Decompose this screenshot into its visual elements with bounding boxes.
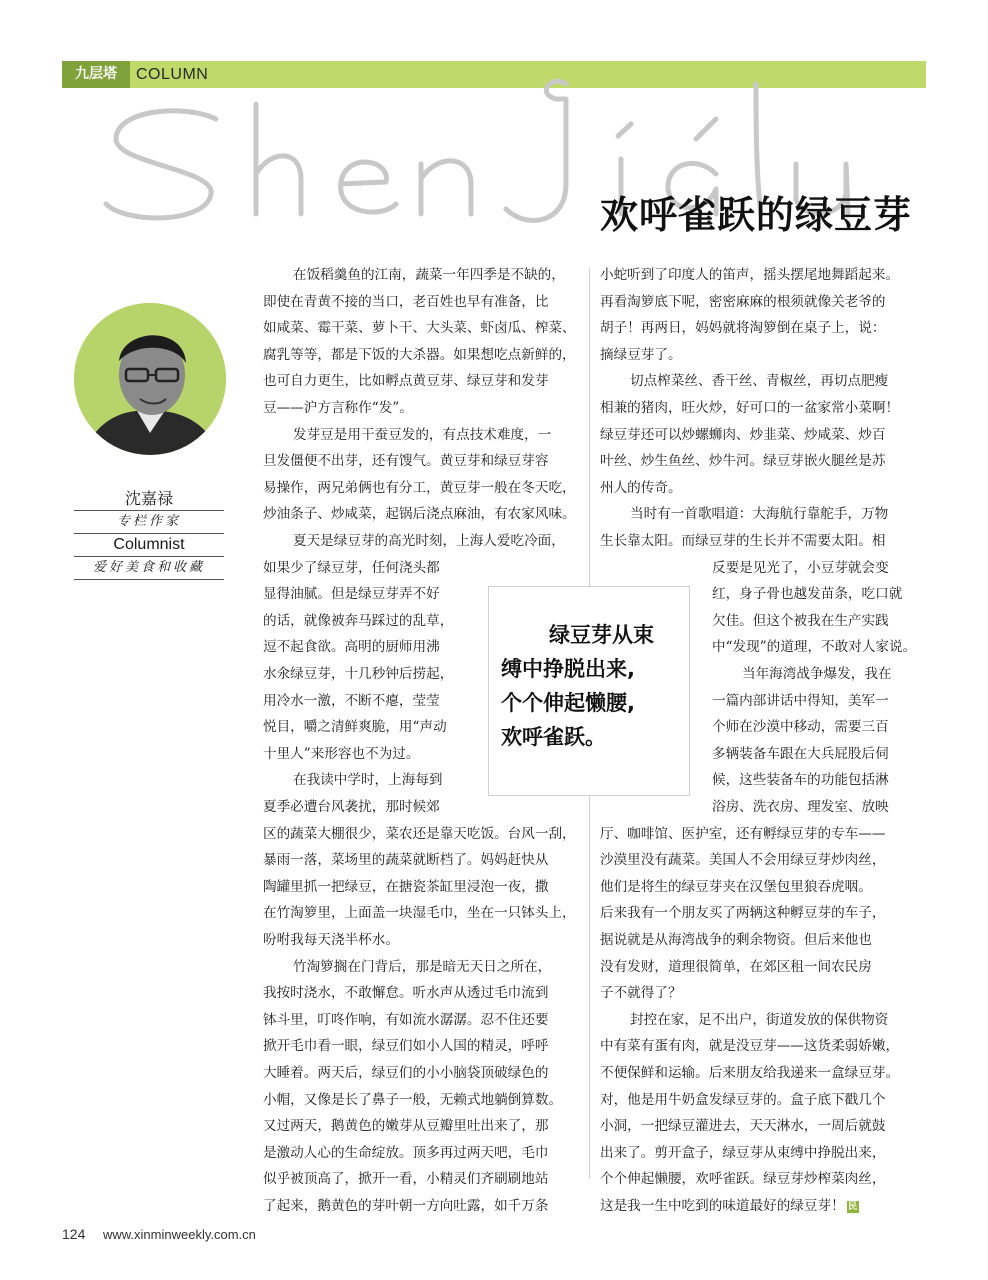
body-text-line [600, 1193, 922, 1219]
pull-quote-line: 欢呼雀跃。 [501, 725, 606, 749]
author-name: 沈嘉禄 [74, 488, 224, 511]
body-text-line [293, 262, 608, 288]
body-text: 在竹淘箩里，上面盖一块湿毛巾，坐在一只钵头上， [263, 905, 576, 922]
body-text-line [263, 1166, 585, 1192]
body-text-line [712, 555, 922, 581]
body-text: 胡子！再两日，妈妈就将淘箩倒在桌子上，说： [600, 320, 886, 337]
body-text-line [263, 395, 585, 421]
body-text: 生长靠太阳。而绿豆芽的生长并不需要太阳。相 [600, 533, 886, 549]
body-text: 子不就得了？ [600, 985, 682, 1002]
body-text: 红，身子骨也越发苗条，吃口就 [712, 586, 903, 603]
body-text-line [712, 634, 922, 660]
page-number: 124 [62, 1226, 86, 1242]
body-text-line [600, 342, 922, 368]
body-text: 如果少了绿豆芽，任何浇头都 [263, 559, 440, 576]
article-title: 欢呼雀跃的绿豆芽 [599, 192, 912, 237]
body-text: 在我读中学时，上海每到 [293, 772, 443, 789]
body-text: 厅、咖啡馆、医护室，还有孵绿豆芽的专车—— [600, 825, 886, 842]
column-label: COLUMN [136, 66, 209, 83]
body-text: 相兼的猪肉，旺火炒，好可口的一盆家常小菜啊！ [600, 400, 900, 416]
body-text: 多辆装备车跟在大兵屁股后伺 [712, 745, 889, 762]
body-text: 用冷水一激，不断不瘪，莹莹 [263, 692, 440, 709]
body-text: 炒油条子、炒咸菜，起锅后浇点麻油，有农家风味。 [263, 506, 576, 523]
body-text: 夏天是绿豆芽的高光时刻，上海人爱吃冷面， [293, 533, 565, 549]
body-text-line [630, 368, 945, 394]
body-text-line [263, 1033, 585, 1059]
body-text: 切点榨菜丝、香干丝、青椒丝，再切点肥瘦 [630, 373, 889, 390]
body-text: 了起来，鹅黄色的芽叶朝一方向吐露，如千万条 [263, 1198, 549, 1214]
body-text: 中“发现”的道理，不敢对人家说。 [712, 639, 917, 656]
body-text-line [263, 342, 585, 368]
body-text-line [600, 821, 922, 847]
body-text-line [263, 555, 473, 581]
body-text-line [600, 847, 922, 873]
body-text-line [600, 1140, 922, 1166]
body-text-line [263, 1193, 585, 1219]
body-text-line [263, 448, 585, 474]
body-text: 腐乳等等，都是下饭的大杀器。如果想吃点新鲜的， [263, 346, 576, 363]
column-tag: 九层塔 [62, 61, 130, 88]
body-text-line [263, 1060, 585, 1086]
body-text-line [742, 661, 947, 687]
body-text: 掀开毛巾看一眼，绿豆们如小人国的精灵，呼呼 [263, 1038, 549, 1055]
body-text: 区的蔬菜大棚很少，菜农还是靠天吃饭。台风一刮， [263, 825, 576, 842]
body-text: 易操作，两兄弟俩也有分工，黄豆芽一般在冬天吃， [263, 479, 576, 496]
body-text: 州人的传奇。 [600, 479, 682, 496]
body-text: 陶罐里抓一把绿豆，在搪瓷茶缸里浸泡一夜，撒 [263, 878, 549, 895]
body-text-line [600, 475, 922, 501]
body-text-line [712, 581, 922, 607]
body-text: 小帽，又像是长了鼻子一般，无赖式地躺倒算数。 [263, 1091, 563, 1108]
body-text-line [712, 767, 922, 793]
body-text: 再看淘箩底下呢，密密麻麻的根须就像关老爷的 [600, 293, 886, 310]
author-info [74, 488, 224, 580]
body-text-line [712, 608, 922, 634]
body-text: 当年海湾战争爆发，我在 [742, 666, 892, 682]
body-text-line [263, 315, 585, 341]
page-footer [62, 1224, 256, 1244]
body-text: 的话，就像被奔马踩过的乱草， [263, 612, 454, 629]
body-text: 一篇内部讲话中得知，美军一 [712, 692, 889, 709]
body-text: 逗不起食欲。高明的厨师用沸 [263, 639, 440, 656]
body-text: 封控在家，足不出户，街道发放的保供物资 [630, 1011, 889, 1028]
body-text: 水氽绿豆芽，十几秒钟后捞起， [263, 666, 454, 682]
body-text: 夏季必遭台风袭扰，那时候郊 [263, 799, 440, 815]
body-text: 个个伸起懒腰，欢呼雀跃。绿豆芽炒榨菜肉丝， [600, 1171, 886, 1188]
body-text-line [600, 262, 922, 288]
body-text: 也可自力更生，比如孵点黄豆芽、绿豆芽和发芽 [263, 373, 549, 390]
body-text-line [293, 767, 498, 793]
body-text: 个师在沙漠中移动，需要三百 [712, 719, 889, 736]
body-text-line [600, 1033, 922, 1059]
body-text-line [630, 1007, 945, 1033]
body-text-line [263, 714, 473, 740]
body-text-line [263, 634, 473, 660]
body-text-line [600, 1166, 922, 1192]
body-text-line [712, 741, 922, 767]
body-text-line [263, 1113, 585, 1139]
body-text: 欠佳。但这个被我在生产实践 [712, 612, 889, 629]
body-text-line [263, 501, 585, 527]
body-text: 似乎被顶高了，掀开一看，小精灵们齐刷刷地站 [263, 1171, 549, 1188]
body-text: 吩咐我每天浇半杯水。 [263, 932, 399, 948]
body-text: 旦发僵便不出芽，还有馊气。黄豆芽和绿豆芽容 [263, 453, 549, 470]
body-text-line [600, 422, 922, 448]
body-text-line [263, 847, 585, 873]
body-text: 绿豆芽还可以炒螺蛳肉、炒韭菜、炒咸菜、炒百 [600, 426, 886, 443]
body-text-line [600, 1060, 922, 1086]
body-text: 对，他是用牛奶盒发绿豆芽的。盒子底下戳几个 [600, 1091, 886, 1108]
body-text: 浴房、洗衣房、理发室、放映 [712, 799, 889, 815]
pull-quote-box [488, 586, 690, 796]
body-text-line [712, 688, 922, 714]
body-text: 这是我一生中吃到的味道最好的绿豆芽！ [600, 1198, 845, 1214]
body-text: 中有菜有蛋有肉，就是没豆芽——这货柔弱娇嫩， [600, 1038, 900, 1055]
body-text-line [600, 954, 922, 980]
body-text: 发芽豆是用干蚕豆发的，有点技术难度，一 [293, 426, 552, 443]
body-text-line [600, 900, 922, 926]
body-text-line [263, 1007, 585, 1033]
body-text: 是激动人心的生命绽放。顶多再过两天吧，毛巾 [263, 1144, 549, 1161]
body-text-line [263, 874, 585, 900]
body-text-line [600, 528, 922, 554]
body-text: 候，这些装备车的功能包括淋 [712, 772, 889, 789]
author-role-en: Columnist [74, 534, 224, 557]
body-text: 当时有一首歌唱道：大海航行靠舵手，万物 [630, 506, 889, 523]
body-text-line [293, 528, 608, 554]
body-text-line [263, 289, 585, 315]
body-text-line [263, 608, 473, 634]
body-text: 小蛇听到了印度人的笛声，摇头摆尾地舞蹈起来。 [600, 267, 900, 283]
author-role: 专栏作家 [74, 511, 224, 534]
body-text: 我按时浇水，不敢懈怠。听水声从透过毛巾流到 [263, 985, 549, 1002]
pull-quote-line: 缚中挣脱出来, [501, 657, 635, 681]
pull-quote-line: 个个伸起懒腰, [501, 691, 635, 715]
end-mark-icon: 民 [848, 1201, 858, 1212]
body-text: 沙漠里没有蔬菜。美国人不会用绿豆芽炒肉丝， [600, 852, 886, 869]
body-text: 大睡着。两天后，绿豆们的小小脑袋顶破绿色的 [263, 1065, 549, 1081]
body-text: 叶丝、炒生鱼丝、炒牛河。绿豆芽嵌火腿丝是苏 [600, 453, 886, 470]
body-text: 钵斗里，叮咚作响，有如流水潺潺。忍不住还要 [263, 1011, 549, 1028]
body-text: 暴雨一落，菜场里的蔬菜就断档了。妈妈赶快从 [263, 852, 549, 869]
body-text: 小洞，一把绿豆灌进去，天天淋水，一周后就鼓 [600, 1118, 886, 1135]
body-text-line [263, 794, 473, 820]
body-text-line [600, 1087, 922, 1113]
body-text: 竹淘箩搁在门背后，那是暗无天日之所在， [293, 958, 552, 975]
body-text-line [263, 741, 473, 767]
body-text-line [263, 688, 473, 714]
body-text: 如咸菜、霉干菜、萝卜干、大头菜、虾卤瓜、榨菜、 [263, 320, 576, 337]
body-text-line [263, 900, 585, 926]
body-text: 反要是见光了，小豆芽就会变 [712, 559, 889, 576]
body-text-line [263, 1140, 585, 1166]
body-text: 出来了。剪开盒子，绿豆芽从束缚中挣脱出来， [600, 1144, 886, 1161]
body-text-line [600, 980, 922, 1006]
body-text-line [263, 368, 585, 394]
body-text: 不便保鲜和运输。后来朋友给我递来一盒绿豆芽。 [600, 1065, 900, 1081]
body-text: 在饭稻羹鱼的江南，蔬菜一年四季是不缺的， [293, 267, 565, 283]
body-text-line [263, 661, 473, 687]
body-text: 显得油腻。但是绿豆芽弄不好 [263, 586, 440, 603]
body-text-line [263, 1087, 585, 1113]
body-text-line [600, 289, 922, 315]
body-text-line [600, 927, 922, 953]
body-text-line [630, 501, 945, 527]
body-text-line [263, 475, 585, 501]
body-text-line [263, 927, 585, 953]
body-text-line [712, 794, 922, 820]
body-text-line [263, 821, 585, 847]
body-text-line [712, 714, 922, 740]
body-text: 据说就是从海湾战争的剩余物资。但后来他也 [600, 932, 872, 948]
body-text: 摘绿豆芽了。 [600, 346, 682, 363]
body-text: 没有发财，道理很简单，在郊区租一间农民房 [600, 958, 872, 975]
body-text: 豆——沪方言称作“发”。 [263, 400, 413, 416]
body-text: 又过两天，鹅黄色的嫩芽从豆瓣里吐出来了，那 [263, 1118, 549, 1135]
body-text: 十里人”来形容也不为过。 [263, 745, 420, 762]
website-url: www.xinminweekly.com.cn [102, 1227, 256, 1242]
body-text: 他们是将生的绿豆芽夹在汉堡包里狼吞虎咽。 [600, 878, 872, 895]
body-text-line [600, 448, 922, 474]
body-text-line [600, 395, 922, 421]
body-text-line [600, 1113, 922, 1139]
body-text: 悦目，嚼之清鲜爽脆，用“声动 [263, 719, 447, 736]
body-text: 即使在青黄不接的当口，老百姓也早有准备，比 [263, 293, 549, 310]
pull-quote-line: 绿豆芽从束 [549, 623, 654, 647]
author-avatar [74, 303, 226, 455]
body-text-line [263, 581, 473, 607]
body-text-line [293, 422, 608, 448]
body-text-line [263, 980, 585, 1006]
body-text: 后来我有一个朋友买了两辆这种孵豆芽的车子， [600, 905, 886, 922]
body-text-line [600, 315, 922, 341]
body-text-line [293, 954, 608, 980]
body-text-line [600, 874, 922, 900]
author-hobby: 爱好美食和收藏 [74, 557, 224, 580]
